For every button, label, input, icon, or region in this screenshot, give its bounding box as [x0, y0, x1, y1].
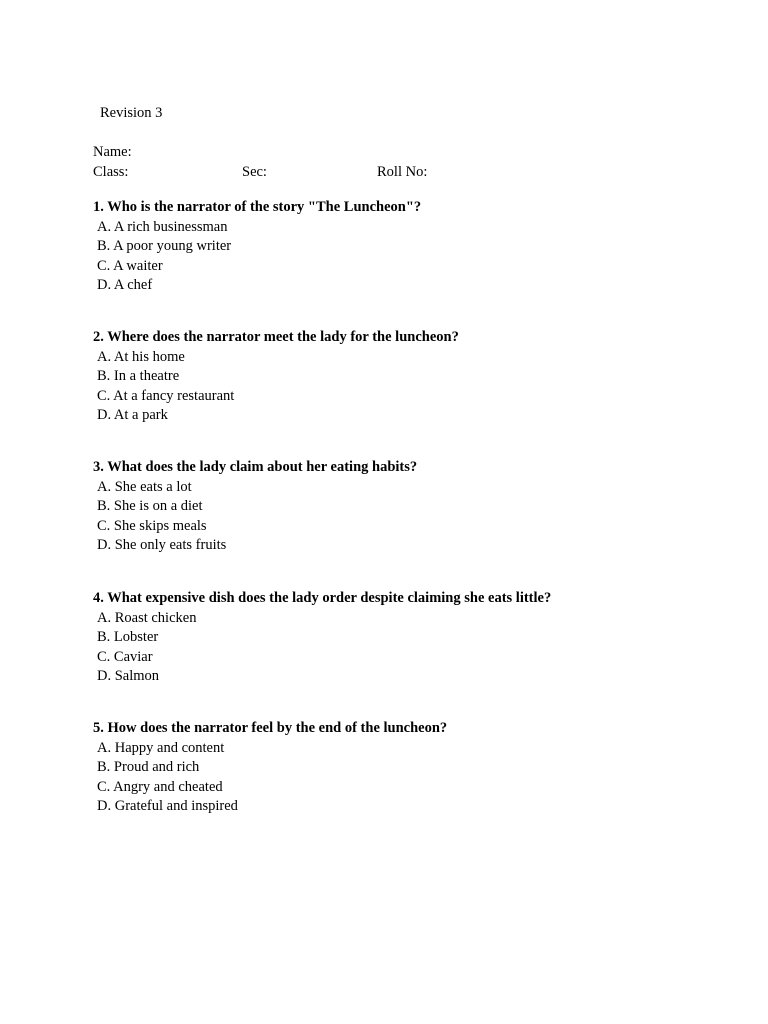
sec-label: Sec:	[242, 164, 267, 180]
option-d: D. A chef	[97, 277, 153, 293]
roll-no-label: Roll No:	[377, 164, 428, 180]
option-a: A. At his home	[97, 348, 185, 365]
question-3	[93, 458, 693, 556]
option-a: A. Happy and content	[97, 739, 225, 756]
option-b: B. Proud and rich	[97, 759, 200, 775]
question-4	[93, 589, 693, 687]
question-text: 1. Who is the narrator of the story "The Luncheon"?	[93, 199, 422, 215]
option-d: D. Grateful and inspired	[97, 798, 238, 814]
question-text: 3. What does the lady claim about her eating habits?	[93, 459, 418, 475]
option-b: B. A poor young writer	[97, 238, 232, 254]
question-2	[93, 328, 693, 426]
question-5	[93, 719, 693, 817]
option-d: D. At a park	[97, 407, 168, 423]
name-row	[93, 142, 653, 162]
option-a: A. A rich businessman	[97, 218, 228, 235]
option-c: C. She skips meals	[97, 517, 207, 534]
option-c: C. Caviar	[97, 648, 153, 665]
question-text: 5. How does the narrator feel by the end of the luncheon?	[93, 720, 448, 736]
class-label: Class:	[93, 164, 129, 180]
name-label: Name:	[93, 144, 132, 160]
question-1	[93, 198, 693, 296]
option-d: D. Salmon	[97, 668, 160, 684]
option-b: B. In a theatre	[97, 368, 180, 384]
option-d: D. She only eats fruits	[97, 537, 227, 553]
option-a: A. Roast chicken	[97, 609, 197, 626]
option-c: C. Angry and cheated	[97, 778, 223, 795]
option-b: B. Lobster	[97, 629, 159, 645]
question-text: 2. Where does the narrator meet the lady for the luncheon?	[93, 329, 459, 345]
option-b: B. She is on a diet	[97, 498, 203, 514]
student-details	[93, 142, 653, 182]
question-text: 4. What expensive dish does the lady order despite claiming she eats little?	[93, 590, 552, 606]
class-row	[93, 162, 653, 182]
option-a: A. She eats a lot	[97, 478, 192, 495]
option-c: C. A waiter	[97, 257, 163, 274]
option-c: C. At a fancy restaurant	[97, 387, 235, 404]
worksheet-title: Revision 3	[100, 105, 163, 121]
